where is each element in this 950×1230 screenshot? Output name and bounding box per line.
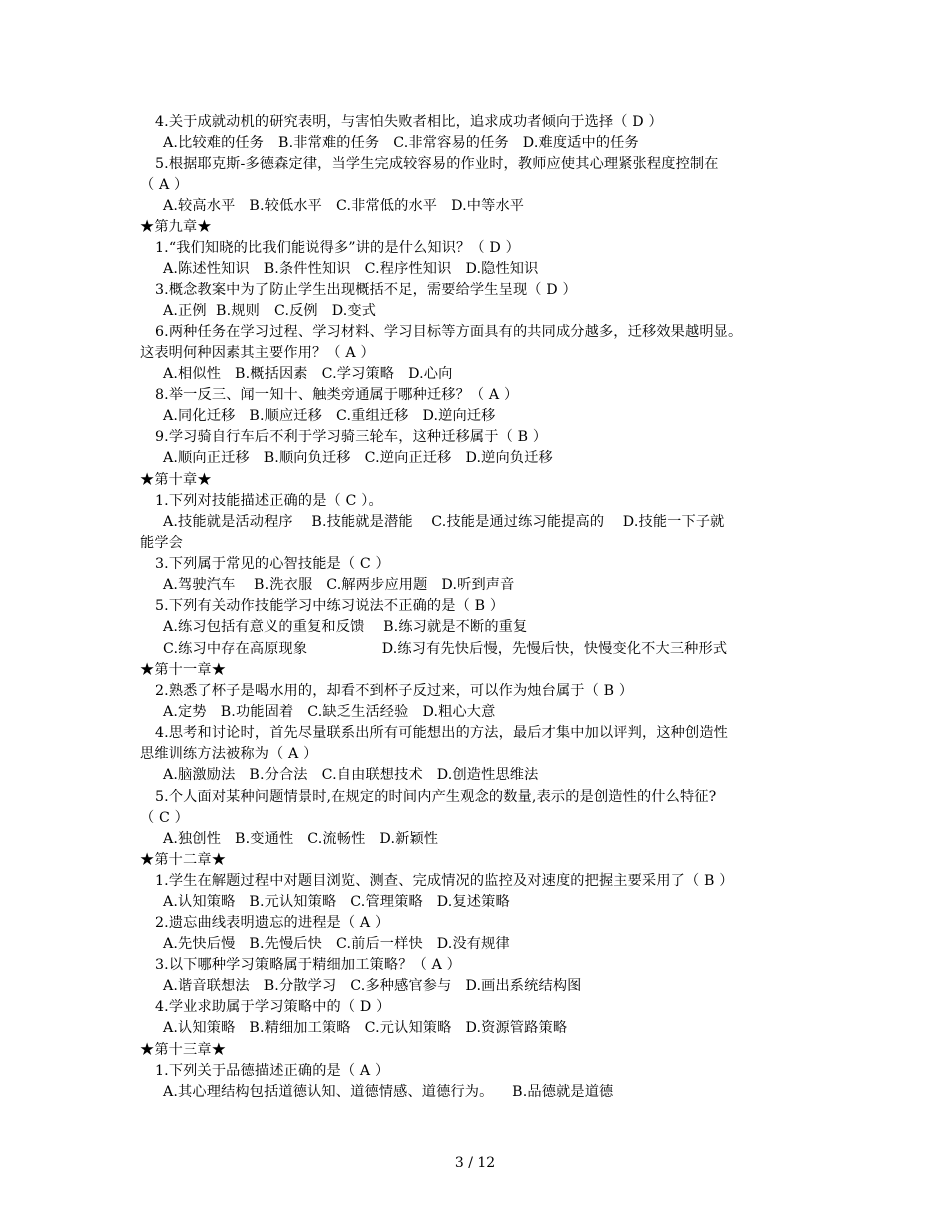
page-current: 3 <box>454 1155 464 1171</box>
question-line: 6.两种任务在学习过程、学习材料、学习目标等方面具有的共同成分越多，迁移效果越明显。 <box>155 324 743 340</box>
question-line: 8.举一反三、闻一知十、触类旁通属于哪种迁移？（ A ） <box>155 387 519 403</box>
question-line: 4.思考和讨论时，首先尽量联系出所有可能想出的方法，最后才集中加以评判，这种创造性 <box>155 725 729 741</box>
options-line: A.认知策略 B.精细加工策略 C.元认知策略 D.资源管路策略 <box>163 1020 568 1036</box>
options-line: A.脑激励法 B.分合法 C.自由联想技术 D.创造性思维法 <box>163 767 539 783</box>
chapter-heading: ★第十二章★ <box>140 852 227 868</box>
options-line: A.独创性 B.变通性 C.流畅性 D.新颖性 <box>163 831 439 847</box>
options-line: A.相似性 B.概括因素 C.学习策略 D.心向 <box>163 366 453 382</box>
question-line: 5.个人面对某种问题情景时,在规定的时间内产生观念的数量,表示的是创造性的什么特征? <box>155 789 717 805</box>
options-line: A.比较难的任务 B.非常难的任务 C.非常容易的任务 D.难度适中的任务 <box>163 135 639 151</box>
question-line: 1.下列对技能描述正确的是（ C ）。 <box>155 493 383 509</box>
question-line: 思维训练方法被称为（ A ） <box>140 746 318 762</box>
chapter-heading: ★第九章★ <box>140 219 212 235</box>
options-line: A.较高水平 B.较低水平 C.非常低的水平 D.中等水平 <box>163 198 525 214</box>
question-line: 4.学业求助属于学习策略中的（ D ） <box>155 999 391 1015</box>
question-line: 这表明何种因素其主要作用？（ A ） <box>140 345 375 361</box>
options-line: A.技能就是活动程序 B.技能就是潜能 C.技能是通过练习能提高的 D.技能一下子就 <box>163 514 725 530</box>
question-line: 5.下列有关动作技能学习中练习说法不正确的是（ B ） <box>155 598 505 614</box>
page-separator: / <box>468 1155 473 1171</box>
question-line: 9.学习骑自行车后不利于学习骑三轮车，这种迁移属于（ B ） <box>155 429 548 445</box>
options-line: A.定势 B.功能固着 C.缺乏生活经验 D.粗心大意 <box>163 704 496 720</box>
question-line: 2.熟悉了杯子是喝水用的，却看不到杯子反过来，可以作为烛台属于（ B ） <box>155 683 634 699</box>
question-line: 3.以下哪种学习策略属于精细加工策略？（ A ） <box>155 957 461 973</box>
page-number <box>0 1155 950 1171</box>
options-line: A.陈述性知识 B.条件性知识 C.程序性知识 D.隐性知识 <box>163 261 539 277</box>
question-line: 1.下列关于品德描述正确的是（ A ） <box>155 1063 390 1079</box>
answer-line: （ C ） <box>140 810 190 826</box>
question-line: 3.下列属于常见的心智技能是（ C ） <box>155 556 390 572</box>
question-line: 5.根据耶克斯-多德森定律，当学生完成较容易的作业时，教师应使其心理紧张程度控制在 <box>155 156 719 172</box>
question-line: 4.关于成就动机的研究表明，与害怕失败者相比，追求成功者倾向于选择（ D ） <box>155 114 663 130</box>
chapter-heading: ★第十章★ <box>140 472 212 488</box>
page-total: 12 <box>477 1155 496 1171</box>
options-line: A.先快后慢 B.先慢后快 C.前后一样快 D.没有规律 <box>163 936 510 952</box>
question-line: 3.概念教案中为了防止学生出现概括不足，需要给学生呈现（ D ） <box>155 282 577 298</box>
options-line: A.驾驶汽车 B.洗衣服 C.解两步应用题 D.听到声音 <box>163 577 515 593</box>
options-line: A.其心理结构包括道德认知、道德情感、道德行为。 B.品德就是道德 <box>163 1084 614 1100</box>
question-line: 2.遗忘曲线表明遗忘的进程是（ A ） <box>155 915 390 931</box>
options-line: A.正例 B.规则 C.反例 D.变式 <box>163 303 377 319</box>
options-line: A.同化迁移 B.顺应迁移 C.重组迁移 D.逆向迁移 <box>163 408 496 424</box>
options-line: A.认知策略 B.元认知策略 C.管理策略 D.复述策略 <box>163 894 510 910</box>
question-line: 1.“我们知晓的比我们能说得多”讲的是什么知识？（ D ） <box>155 240 520 256</box>
chapter-heading: ★第十一章★ <box>140 662 227 678</box>
question-line: 1.学生在解题过程中对题目浏览、测查、完成情况的监控及对速度的把握主要采用了（ B ） <box>155 873 734 889</box>
options-line: A.谐音联想法 B.分散学习 C.多种感官参与 D.画出系统结构图 <box>163 978 582 994</box>
options-line: A.顺向正迁移 B.顺向负迁移 C.逆向正迁移 D.逆向负迁移 <box>163 450 553 466</box>
chapter-heading: ★第十三章★ <box>140 1042 227 1058</box>
options-line: A.练习包括有意义的重复和反馈 B.练习就是不断的重复 <box>163 619 528 635</box>
options-line: C.练习中存在高原现象 D.练习有先快后慢，先慢后快，快慢变化不大三种形式 <box>163 641 728 657</box>
options-line: 能学会 <box>140 535 184 551</box>
answer-line: （ A ） <box>140 177 189 193</box>
